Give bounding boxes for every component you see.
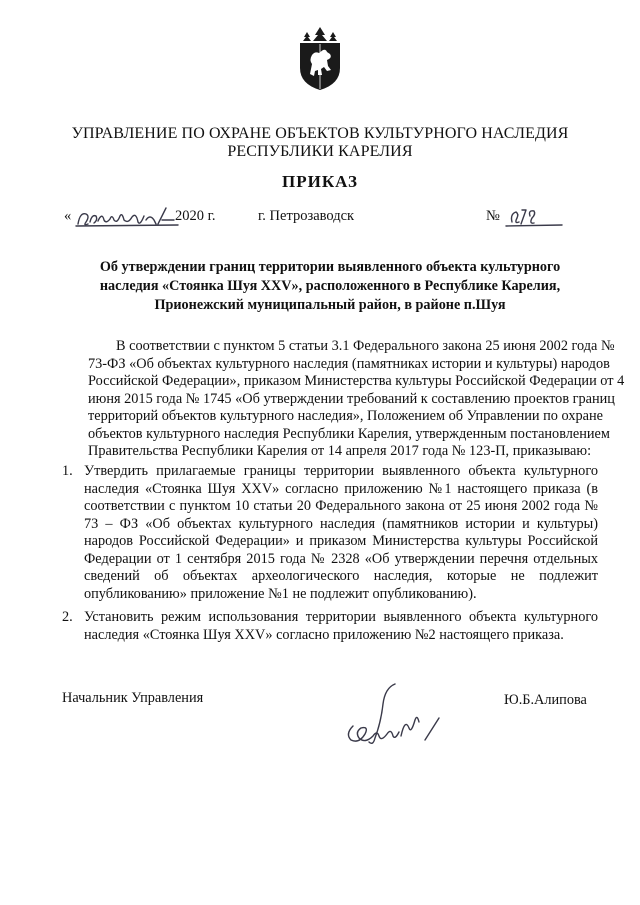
document-type: ПРИКАЗ [282, 172, 358, 191]
item-line: 73 – ФЗ «Об объектах культурного наследия (памятников истории и культуры) [84, 515, 598, 532]
item-line: соответствии с пунктом 10 статьи 20 Федерального закона от 25 июня 2002 года № [84, 498, 598, 514]
handwritten-number-icon [504, 202, 566, 230]
date-year: 2020 г. [175, 208, 216, 224]
signatory-title: Начальник Управления [62, 690, 204, 706]
handwritten-date-icon [74, 202, 184, 230]
item-line: сведений об объектах археологического наследия, которые не подлежит [84, 568, 598, 584]
preamble-line: территорий объектов культурного наследия», Положением об Управлении по охране [88, 408, 603, 424]
subject-line: Прионежский муниципальный район, в районе п.Шуя [154, 297, 506, 313]
subject-line: наследия «Стоянка Шуя XXV», расположенного в Республике Карелия, [99, 278, 561, 294]
item-line: опубликованию» приложение №1 не подлежит опубликованию). [84, 585, 477, 602]
subject-line: Об утверждении границ территории выявленного объекта культурного [99, 259, 561, 275]
item-line: наследия «Стоянка Шуя XXV» согласно приложению №1 настоящего приказа (в [84, 480, 598, 497]
preamble-line: В соответствии с пунктом 5 статьи 3.1 Федерального закона 25 июня 2002 года № [116, 338, 615, 354]
number-sign: № [486, 208, 500, 224]
item-text [84, 609, 598, 644]
preamble-paragraph [88, 338, 625, 461]
preamble-line: июня 2015 года № 1745 «Об утверждении требований к составлению проектов границ [88, 390, 615, 407]
preamble-line: Правительства Республики Карелия от 14 апреля 2017 года № 123-П, приказываю: [88, 443, 592, 459]
city: г. Петрозаводск [258, 208, 355, 224]
item-line: наследия «Стоянка Шуя XXV» согласно приложению №2 настоящего приказа. [84, 626, 564, 643]
preamble-line: Российской Федерации», приказом Министерства культуры Российской Федерации от 4 [88, 373, 625, 389]
item-text [84, 463, 598, 603]
item-line: Федерации от 1 сентября 2015 года № 2328 «Об утверждении перечня отдельных [84, 550, 598, 567]
preamble-line: объектов культурного наследия Республики Карелия, утвержденным постановлением [88, 425, 610, 442]
item-number: 1. [62, 463, 73, 479]
item-line: Установить режим использования территории выявленного объекта культурного [84, 609, 598, 625]
item-line: Утвердить прилагаемые границы территории выявленного объекта культурного [84, 463, 598, 479]
item-line: народов Российской Федерации» и приказом Министерства культуры Российской [84, 533, 598, 549]
karelia-coat-of-arms-icon [297, 26, 343, 92]
item-number: 2. [62, 609, 73, 625]
organization-name-line1: УПРАВЛЕНИЕ ПО ОХРАНЕ ОБЪЕКТОВ КУЛЬТУРНОГО НАСЛЕДИЯ [71, 125, 569, 142]
date-open-quote: « [64, 208, 72, 224]
preamble-line: 73-ФЗ «Об объектах культурного наследия (памятниках истории и культуры) народов [88, 355, 610, 372]
date-line [64, 208, 584, 234]
handwritten-signature-icon [335, 678, 445, 758]
signatory-name: Ю.Б.Алипова [504, 692, 587, 708]
organization-name-line2: РЕСПУБЛИКИ КАРЕЛИЯ [227, 143, 413, 160]
document-subject [90, 258, 570, 315]
